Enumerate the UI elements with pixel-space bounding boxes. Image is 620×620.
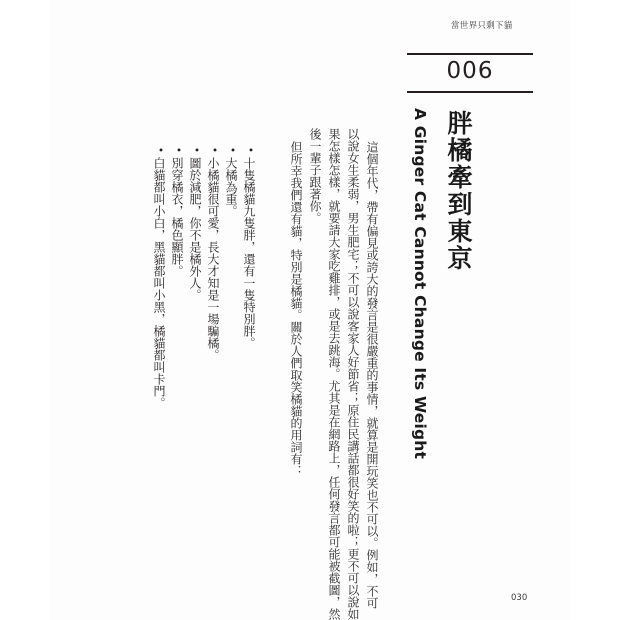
list-item: [204, 147, 222, 447]
list-item-text: 白貓都叫小白，黑貓都叫小黑，橘貓都叫卡門。: [152, 156, 166, 409]
bullet-icon: •: [190, 147, 201, 153]
list-item-text: 圖於減肥，你不是橘外人。: [188, 156, 202, 301]
list-item: [186, 147, 204, 447]
list-item-text: 十隻橘貓九隻胖，還有一隻特別胖。: [242, 156, 256, 349]
body-paragraphs: [286, 128, 381, 620]
body-line: 但所幸我們還有貓，特別是橘貓。關於人們取笑橘貓的用詞有：: [289, 141, 303, 477]
list-item: [150, 147, 168, 447]
body-line: 以說女生柔弱，男生肥宅；不可以說客家人好節省；原住民講話都很好笑的啦；更不可以說如: [346, 128, 360, 620]
chapter-rule-bottom: [407, 91, 533, 93]
list-item: [222, 147, 240, 447]
chapter-title-chinese: 胖橘牽到東京: [444, 110, 473, 272]
body-line: 後一輩子跟著你。: [308, 128, 322, 224]
bullet-icon: •: [172, 147, 183, 153]
bullet-icon: •: [226, 147, 237, 153]
list-item-text: 大橘為重。: [224, 156, 238, 217]
body-line: 果怎樣怎樣，就要請大家吃雞排，或是去跳海。尤其是在網路上，任何發言都可能被截圖，然: [327, 128, 341, 620]
list-item-text: 別穿橘衣，橘色顯胖。: [170, 156, 184, 277]
page-number: 030: [511, 593, 528, 603]
running-head: 當世界只剩下貓: [451, 21, 513, 31]
list-item: [240, 147, 258, 447]
joke-list: [150, 147, 258, 447]
list-item-text: 小橘貓很可愛，長大才知是一場騙橘。: [206, 156, 220, 361]
bullet-icon: •: [244, 147, 255, 153]
bullet-icon: •: [208, 147, 219, 153]
bullet-icon: •: [154, 147, 165, 153]
chapter-rule-top: [407, 53, 533, 55]
list-item: [168, 147, 186, 447]
body-line: 這個年代，帶有偏見或誇大的發言是很嚴重的事情，就算是開玩笑也不可以。例如，不可: [365, 141, 379, 609]
chapter-number: 006: [446, 58, 494, 84]
chapter-title-english: A Ginger Cat Cannot Change Its Weight: [411, 108, 429, 460]
